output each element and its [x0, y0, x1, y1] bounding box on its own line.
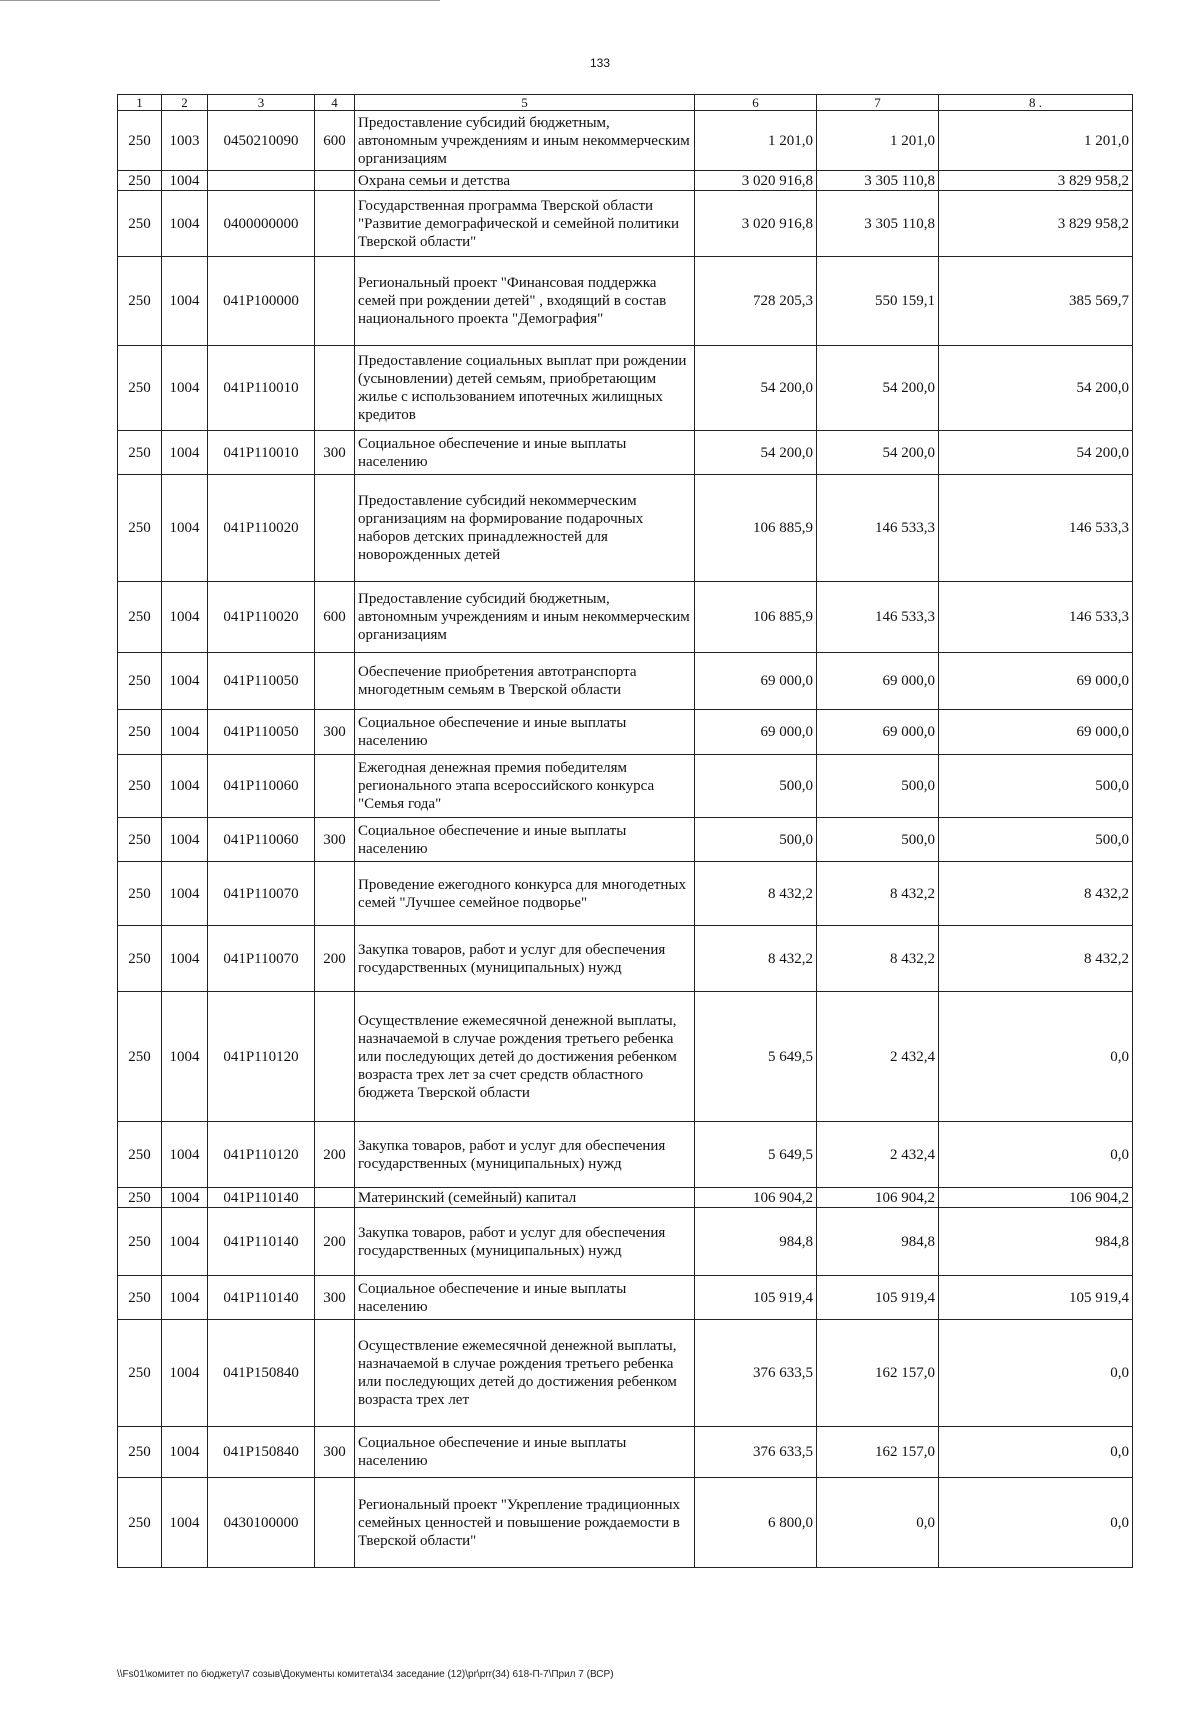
amount-col-8: 500,0: [939, 755, 1133, 818]
header-col-1: 1: [118, 95, 162, 111]
expense-type-code: [315, 191, 355, 257]
section-code: 1004: [162, 1122, 208, 1188]
ministry-code: 250: [118, 1122, 162, 1188]
amount-col-7: 500,0: [817, 755, 939, 818]
ministry-code: 250: [118, 171, 162, 191]
section-code: 1004: [162, 653, 208, 710]
item-name: Обеспечение приобретения автотранспорта многодетным семьям в Тверской области: [355, 653, 695, 710]
amount-col-8: 69 000,0: [939, 710, 1133, 755]
table-row: [118, 1320, 1133, 1427]
item-name: Материнский (семейный) капитал: [355, 1188, 695, 1208]
amount-col-6: 984,8: [695, 1208, 817, 1276]
amount-col-8: 54 200,0: [939, 431, 1133, 475]
amount-col-7: 162 157,0: [817, 1427, 939, 1478]
item-name: Закупка товаров, работ и услуг для обеспечения государственных (муниципальных) нужд: [355, 1208, 695, 1276]
amount-col-8: 3 829 958,2: [939, 171, 1133, 191]
target-article-code: 0450210090: [208, 111, 315, 171]
amount-col-8: 0,0: [939, 1320, 1133, 1427]
expense-type-code: [315, 257, 355, 346]
ministry-code: 250: [118, 1478, 162, 1568]
section-code: 1004: [162, 346, 208, 431]
section-code: 1004: [162, 1478, 208, 1568]
ministry-code: 250: [118, 653, 162, 710]
section-code: 1004: [162, 1276, 208, 1320]
section-code: 1004: [162, 992, 208, 1122]
expense-type-code: 300: [315, 710, 355, 755]
item-name: Охрана семьи и детства: [355, 171, 695, 191]
amount-col-6: 5 649,5: [695, 992, 817, 1122]
amount-col-8: 8 432,2: [939, 862, 1133, 926]
amount-col-6: 500,0: [695, 818, 817, 862]
expense-type-code: 600: [315, 582, 355, 653]
section-code: 1004: [162, 431, 208, 475]
section-code: 1004: [162, 1188, 208, 1208]
target-article-code: 041P110010: [208, 346, 315, 431]
table-row: [118, 257, 1133, 346]
item-name: Осуществление ежемесячной денежной выплаты, назначаемой в случае рождения третьего ребенка или последующих детей до достижения ребенком возраста трех лет: [355, 1320, 695, 1427]
section-code: 1004: [162, 257, 208, 346]
target-article-code: 0430100000: [208, 1478, 315, 1568]
header-col-6: 6: [695, 95, 817, 111]
amount-col-6: 6 800,0: [695, 1478, 817, 1568]
section-code: 1004: [162, 191, 208, 257]
table-row: [118, 111, 1133, 171]
amount-col-7: 69 000,0: [817, 710, 939, 755]
target-article-code: 041P110020: [208, 582, 315, 653]
target-article-code: 041P110140: [208, 1276, 315, 1320]
item-name: Осуществление ежемесячной денежной выплаты, назначаемой в случае рождения третьего ребенка или последующих детей до достижения ребенком возраста трех лет за счет средств областного бюджета Тверской области: [355, 992, 695, 1122]
ministry-code: 250: [118, 346, 162, 431]
target-article-code: 041P110120: [208, 992, 315, 1122]
expense-type-code: [315, 862, 355, 926]
table-row: [118, 1208, 1133, 1276]
amount-col-7: 0,0: [817, 1478, 939, 1568]
amount-col-7: 54 200,0: [817, 431, 939, 475]
amount-col-6: 728 205,3: [695, 257, 817, 346]
expense-type-code: 300: [315, 818, 355, 862]
ministry-code: 250: [118, 191, 162, 257]
amount-col-6: 3 020 916,8: [695, 191, 817, 257]
amount-col-7: 8 432,2: [817, 926, 939, 992]
ministry-code: 250: [118, 818, 162, 862]
amount-col-6: 54 200,0: [695, 346, 817, 431]
amount-col-7: 105 919,4: [817, 1276, 939, 1320]
header-col-2: 2: [162, 95, 208, 111]
target-article-code: 041P150840: [208, 1427, 315, 1478]
header-col-5: 5: [355, 95, 695, 111]
target-article-code: 041P110060: [208, 818, 315, 862]
ministry-code: 250: [118, 1188, 162, 1208]
item-name: Закупка товаров, работ и услуг для обеспечения государственных (муниципальных) нужд: [355, 926, 695, 992]
target-article-code: 041P110020: [208, 475, 315, 582]
item-name: Социальное обеспечение и иные выплаты населению: [355, 818, 695, 862]
table-row: [118, 1478, 1133, 1568]
expense-type-code: 300: [315, 1427, 355, 1478]
table-row: [118, 1188, 1133, 1208]
ministry-code: 250: [118, 111, 162, 171]
table-row: [118, 862, 1133, 926]
ministry-code: 250: [118, 1208, 162, 1276]
target-article-code: 041P110140: [208, 1188, 315, 1208]
expense-type-code: 200: [315, 1122, 355, 1188]
ministry-code: 250: [118, 475, 162, 582]
expense-type-code: 600: [315, 111, 355, 171]
section-code: 1004: [162, 582, 208, 653]
expense-type-code: 200: [315, 1208, 355, 1276]
section-code: 1004: [162, 171, 208, 191]
table-row: [118, 992, 1133, 1122]
expense-type-code: 300: [315, 1276, 355, 1320]
scan-edge-line: [0, 0, 440, 1]
section-code: 1004: [162, 475, 208, 582]
file-path-footer: \\Fs01\комитет по бюджету\7 созыв\Документы комитета\34 заседание (12)\pr\prr(34) 618-П-7\Прил 7 (ВСР): [117, 1669, 614, 1680]
table-row: [118, 1276, 1133, 1320]
item-name: Предоставление субсидий некоммерческим организациям на формирование подарочных наборов детских принадлежностей для новорожденных детей: [355, 475, 695, 582]
amount-col-8: 500,0: [939, 818, 1133, 862]
section-code: 1004: [162, 710, 208, 755]
ministry-code: 250: [118, 1427, 162, 1478]
expense-type-code: 300: [315, 431, 355, 475]
target-article-code: 0400000000: [208, 191, 315, 257]
table-row: [118, 582, 1133, 653]
amount-col-8: 1 201,0: [939, 111, 1133, 171]
table-header-row: [118, 95, 1133, 111]
amount-col-7: 3 305 110,8: [817, 191, 939, 257]
amount-col-8: 106 904,2: [939, 1188, 1133, 1208]
table-row: [118, 653, 1133, 710]
page-number: 133: [589, 56, 611, 70]
section-code: 1004: [162, 1208, 208, 1276]
table-row: [118, 431, 1133, 475]
table-row: [118, 171, 1133, 191]
expense-type-code: [315, 1320, 355, 1427]
item-name: Социальное обеспечение и иные выплаты населению: [355, 431, 695, 475]
target-article-code: 041P110070: [208, 862, 315, 926]
ministry-code: 250: [118, 862, 162, 926]
section-code: 1004: [162, 818, 208, 862]
target-article-code: 041P110060: [208, 755, 315, 818]
amount-col-7: 162 157,0: [817, 1320, 939, 1427]
expense-type-code: 200: [315, 926, 355, 992]
table-row: [118, 346, 1133, 431]
amount-col-7: 106 904,2: [817, 1188, 939, 1208]
amount-col-8: 69 000,0: [939, 653, 1133, 710]
item-name: Государственная программа Тверской области "Развитие демографической и семейной политики Тверской области": [355, 191, 695, 257]
item-name: Региональный проект "Укрепление традиционных семейных ценностей и повышение рождаемости в Тверской области": [355, 1478, 695, 1568]
item-name: Закупка товаров, работ и услуг для обеспечения государственных (муниципальных) нужд: [355, 1122, 695, 1188]
amount-col-8: 984,8: [939, 1208, 1133, 1276]
ministry-code: 250: [118, 926, 162, 992]
amount-col-6: 8 432,2: [695, 926, 817, 992]
header-col-7: 7: [817, 95, 939, 111]
target-article-code: 041P110120: [208, 1122, 315, 1188]
amount-col-6: 106 885,9: [695, 475, 817, 582]
expense-type-code: [315, 992, 355, 1122]
amount-col-6: 54 200,0: [695, 431, 817, 475]
table-row: [118, 191, 1133, 257]
amount-col-7: 69 000,0: [817, 653, 939, 710]
ministry-code: 250: [118, 1276, 162, 1320]
item-name: Предоставление социальных выплат при рождении (усыновлении) детей семьям, приобретающим жилье с использованием ипотечных жилищных кредитов: [355, 346, 695, 431]
table-row: [118, 475, 1133, 582]
amount-col-8: 54 200,0: [939, 346, 1133, 431]
amount-col-8: 105 919,4: [939, 1276, 1133, 1320]
table-row: [118, 755, 1133, 818]
expense-type-code: [315, 755, 355, 818]
target-article-code: [208, 171, 315, 191]
section-code: 1004: [162, 926, 208, 992]
table-row: [118, 818, 1133, 862]
section-code: 1003: [162, 111, 208, 171]
budget-table: [117, 94, 1133, 1568]
amount-col-6: 376 633,5: [695, 1320, 817, 1427]
amount-col-7: 984,8: [817, 1208, 939, 1276]
amount-col-6: 69 000,0: [695, 653, 817, 710]
amount-col-7: 3 305 110,8: [817, 171, 939, 191]
amount-col-6: 69 000,0: [695, 710, 817, 755]
target-article-code: 041P110050: [208, 653, 315, 710]
amount-col-7: 550 159,1: [817, 257, 939, 346]
amount-col-6: 376 633,5: [695, 1427, 817, 1478]
item-name: Региональный проект "Финансовая поддержка семей при рождении детей" , входящий в состав национального проекта "Демография": [355, 257, 695, 346]
section-code: 1004: [162, 755, 208, 818]
item-name: Ежегодная денежная премия победителям регионального этапа всероссийского конкурса "Семья года": [355, 755, 695, 818]
amount-col-8: 146 533,3: [939, 475, 1133, 582]
ministry-code: 250: [118, 1320, 162, 1427]
amount-col-7: 2 432,4: [817, 1122, 939, 1188]
target-article-code: 041P110070: [208, 926, 315, 992]
amount-col-6: 106 904,2: [695, 1188, 817, 1208]
amount-col-6: 500,0: [695, 755, 817, 818]
ministry-code: 250: [118, 431, 162, 475]
header-col-4: 4: [315, 95, 355, 111]
item-name: Предоставление субсидий бюджетным, автономным учреждениям и иным некоммерческим организациям: [355, 111, 695, 171]
ministry-code: 250: [118, 710, 162, 755]
amount-col-7: 2 432,4: [817, 992, 939, 1122]
amount-col-6: 8 432,2: [695, 862, 817, 926]
section-code: 1004: [162, 1320, 208, 1427]
amount-col-8: 0,0: [939, 1427, 1133, 1478]
amount-col-7: 146 533,3: [817, 582, 939, 653]
ministry-code: 250: [118, 582, 162, 653]
target-article-code: 041P100000: [208, 257, 315, 346]
amount-col-8: 8 432,2: [939, 926, 1133, 992]
table-row: [118, 926, 1133, 992]
expense-type-code: [315, 653, 355, 710]
amount-col-8: 385 569,7: [939, 257, 1133, 346]
amount-col-6: 105 919,4: [695, 1276, 817, 1320]
item-name: Проведение ежегодного конкурса для многодетных семей "Лучшее семейное подворье": [355, 862, 695, 926]
ministry-code: 250: [118, 755, 162, 818]
section-code: 1004: [162, 1427, 208, 1478]
expense-type-code: [315, 171, 355, 191]
item-name: Социальное обеспечение и иные выплаты населению: [355, 710, 695, 755]
expense-type-code: [315, 1478, 355, 1568]
amount-col-6: 106 885,9: [695, 582, 817, 653]
table-row: [118, 710, 1133, 755]
target-article-code: 041P110050: [208, 710, 315, 755]
item-name: Предоставление субсидий бюджетным, автономным учреждениям и иным некоммерческим организациям: [355, 582, 695, 653]
amount-col-8: 146 533,3: [939, 582, 1133, 653]
amount-col-8: 0,0: [939, 992, 1133, 1122]
section-code: 1004: [162, 862, 208, 926]
amount-col-7: 146 533,3: [817, 475, 939, 582]
amount-col-6: 3 020 916,8: [695, 171, 817, 191]
item-name: Социальное обеспечение и иные выплаты населению: [355, 1427, 695, 1478]
header-col-3: 3: [208, 95, 315, 111]
amount-col-8: 0,0: [939, 1122, 1133, 1188]
table-row: [118, 1122, 1133, 1188]
amount-col-6: 5 649,5: [695, 1122, 817, 1188]
ministry-code: 250: [118, 992, 162, 1122]
target-article-code: 041P110140: [208, 1208, 315, 1276]
expense-type-code: [315, 475, 355, 582]
amount-col-7: 8 432,2: [817, 862, 939, 926]
target-article-code: 041P150840: [208, 1320, 315, 1427]
item-name: Социальное обеспечение и иные выплаты населению: [355, 1276, 695, 1320]
header-col-8: 8 .: [939, 95, 1133, 111]
expense-type-code: [315, 1188, 355, 1208]
target-article-code: 041P110010: [208, 431, 315, 475]
amount-col-8: 0,0: [939, 1478, 1133, 1568]
amount-col-8: 3 829 958,2: [939, 191, 1133, 257]
amount-col-7: 54 200,0: [817, 346, 939, 431]
ministry-code: 250: [118, 257, 162, 346]
amount-col-7: 500,0: [817, 818, 939, 862]
expense-type-code: [315, 346, 355, 431]
table-row: [118, 1427, 1133, 1478]
amount-col-6: 1 201,0: [695, 111, 817, 171]
amount-col-7: 1 201,0: [817, 111, 939, 171]
